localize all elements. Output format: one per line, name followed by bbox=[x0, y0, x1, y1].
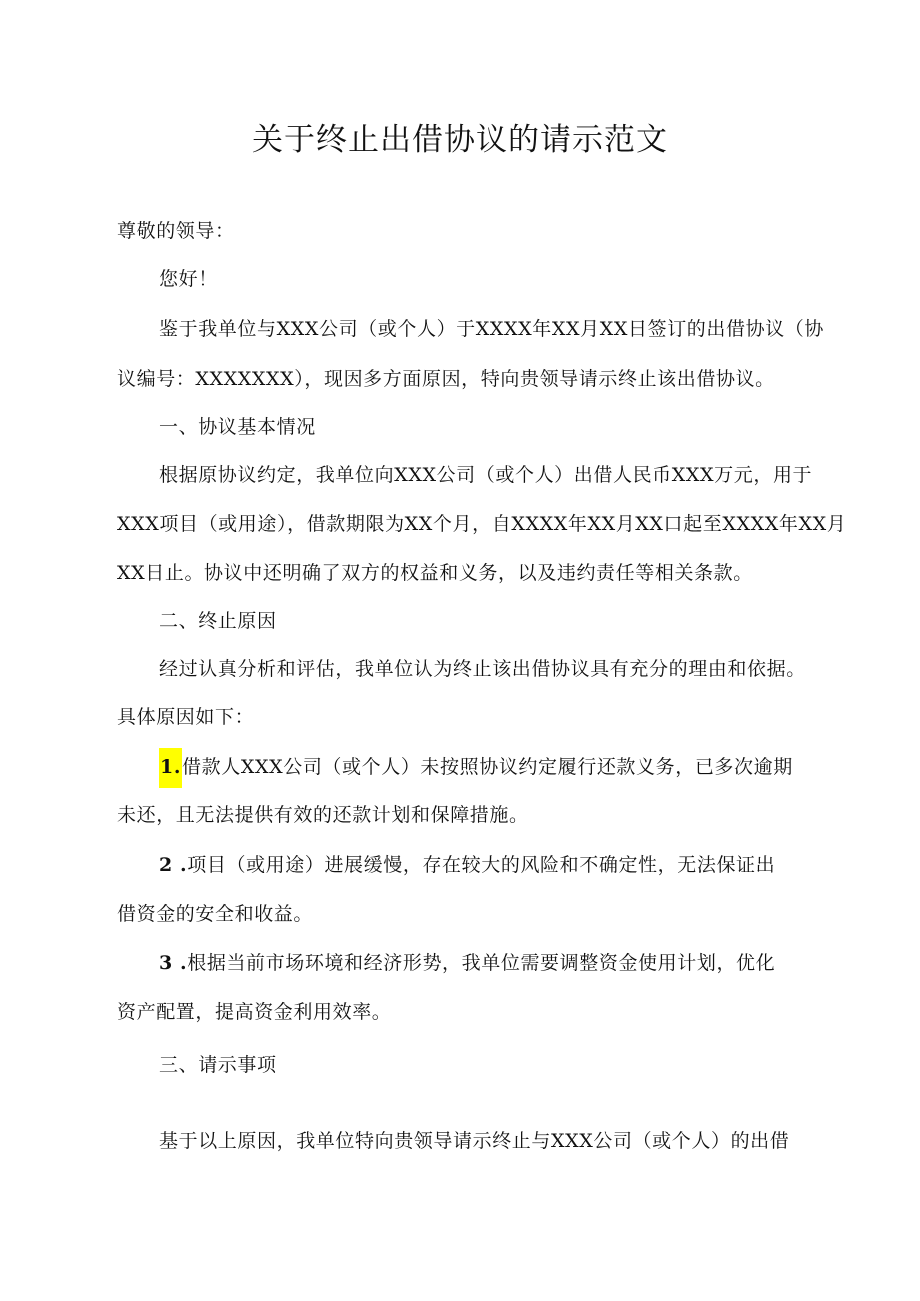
reason-item-1-line-2: 未还，且无法提供有效的还款计划和保障措施。 bbox=[117, 804, 529, 826]
section2-line-1: 经过认真分析和评估，我单位认为终止该出借协议具有充分的理由和依据。 bbox=[159, 658, 806, 680]
section1-line-1: 根据原协议约定，我单位向XXX公司（或个人）出借人民币XXX万元，用于 bbox=[159, 464, 813, 486]
reason-number-2: 2 . bbox=[159, 854, 188, 876]
reason-item-2-line-2: 借资金的安全和收益。 bbox=[117, 903, 314, 925]
highlighted-number-1: 1. bbox=[159, 748, 182, 788]
section3-heading: 三、请示事项 bbox=[159, 1054, 277, 1076]
reason-item-2-text: 项目（或用途）进展缓慢，存在较大的风险和不确定性，无法保证出 bbox=[187, 854, 776, 876]
section2-line-2: 具体原因如下： bbox=[117, 706, 255, 728]
intro-line-1: 鉴于我单位与XXX公司（或个人）于XXXX年XX月XX日签订的出借协议（协 bbox=[159, 318, 824, 340]
section3-line-1: 基于以上原因，我单位特向贵领导请示终止与XXX公司（或个人）的出借 bbox=[159, 1130, 790, 1152]
reason-item-1-text: 借款人XXX公司（或个人）未按照协议约定履行还款义务，已多次逾期 bbox=[182, 756, 793, 778]
reason-item-3-text: 根据当前市场环境和经济形势，我单位需要调整资金使用计划，优化 bbox=[187, 952, 776, 974]
document-title: 关于终止出借协议的请示范文 bbox=[252, 122, 668, 158]
reason-item-2-line-1 bbox=[159, 856, 775, 875]
section1-line-2: XXX项目（或用途），借款期限为XX个月，自XXXX年XX月XX口起至XXXX年XX月 bbox=[117, 513, 847, 535]
section2-heading: 二、终止原因 bbox=[159, 610, 277, 632]
section1-line-3: XX日止。协议中还明确了双方的权益和义务，以及违约责任等相关条款。 bbox=[117, 562, 753, 584]
reason-item-3-line-1 bbox=[159, 954, 775, 973]
salutation: 尊敬的领导： bbox=[117, 220, 235, 242]
section1-heading: 一、协议基本情况 bbox=[159, 416, 316, 438]
reason-item-3-line-2: 资产配置，提高资金利用效率。 bbox=[117, 1001, 392, 1023]
reason-item-1-line-1 bbox=[159, 758, 793, 777]
greeting: 您好！ bbox=[159, 268, 218, 290]
reason-number-3: 3 . bbox=[159, 952, 188, 974]
intro-line-2: 议编号：XXXXXXX），现因多方面原因，特向贵领导请示终止该出借协议。 bbox=[117, 368, 775, 390]
